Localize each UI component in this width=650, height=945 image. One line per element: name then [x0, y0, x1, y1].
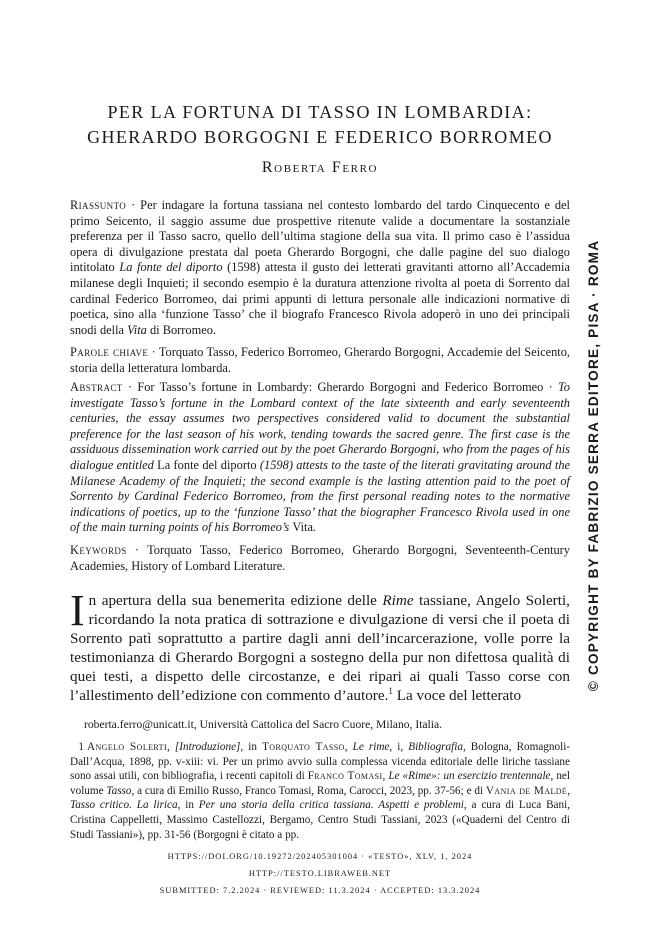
footer-submission-dates: SUBMITTED: 7.2.2024 · REVIEWED: 11.3.2024 · ACCEPTED: 13.3.2024: [159, 886, 481, 895]
riassunto-paragraph: [70, 198, 570, 338]
footnote-bibliografia: Bibliografia: [408, 741, 463, 753]
footnote-storia-critica: Per una storia della critica tassiana. Aspetti e problemi: [198, 799, 464, 812]
abstract-text-1: To investigate Tasso’s fortune in the Lombard context of the late sixteenth and early seventeenth centuries, the essay assumes two perspectives considered valid to document the substantial preference for the last season of his work, tending towards the sacred genre. The first case is the assiduous dissemination work carried out by the poet Gherardo Borgogni, who from the pages of his dialogue entitled: [70, 380, 570, 472]
riassunto-vita-title: Vita: [127, 322, 147, 337]
body-text-1: n apertura della sua benemerita edizione delle: [88, 592, 383, 609]
keywords-separator: ·: [126, 543, 148, 557]
copyright-text: © COPYRIGHT BY FABRIZIO SERRA EDITORE, PISA · ROMA: [586, 239, 602, 692]
abstract-label: Abstract: [70, 380, 123, 394]
riassunto-work-title: La fonte del diporto: [119, 260, 223, 275]
footnote-author-solerti: Angelo Solerti: [87, 741, 168, 753]
author-affiliation: roberta.ferro@unicatt.it, Università Cattolica del Sacro Cuore, Milano, Italia.: [84, 718, 443, 731]
abstract-text-3: .: [312, 520, 317, 535]
article-title-line-1: PER LA FORTUNA DI TASSO IN LOMBARDIA:: [107, 102, 533, 122]
riassunto-label: Riassunto: [70, 198, 127, 212]
author-name: Roberta Ferro: [261, 159, 379, 176]
article-title: [40, 100, 600, 150]
footnote-text: , a cura di Luca Bani, Cristina Cappelletti, Massimo Castellozzi, Bergamo, Centro Studi Tassiani, 2023 («Quaderni del Centro di Studi Tassiani»), pp. 31-56 (Borgogni è citato a pp.: [70, 799, 571, 841]
footer-doi[interactable]: HTTPS://DOI.ORG/10.19272/202405301004 · «TESTO», XLV, 1, 2024: [167, 852, 473, 861]
footnote-author-de-malde: Vania de Maldé: [485, 784, 568, 797]
footnote-tasso-volume: Tasso: [106, 784, 132, 797]
riassunto-text-3: di Borromeo.: [146, 322, 217, 337]
footnote-introduzione: [Introduzione]: [174, 741, 241, 753]
footnote-text: , nel volume: [70, 770, 571, 797]
abstract-work-title: La fonte del diporto: [157, 457, 257, 472]
footnote-text: ,: [382, 770, 389, 783]
parole-chiave-paragraph: [70, 345, 570, 376]
riassunto-text-2: (1598) attesta il gusto dei letterati gravitanti attorno all’Accademia milanese degli Inquieti; il secondo esempio è la duratura attenzione rivolta al poeta di Sorrento dal cardinal Federico Borromeo, dai primi appunti di lettura personale alle indicazioni normative di poetica, sino alla ‘funzione Tasso’ che il biografo Francesco Rivola adoperò in uno dei principali snodi della: [70, 260, 570, 337]
parole-chiave-separator: ·: [148, 345, 159, 359]
body-text-2: tassiane, Angelo Solerti, ricordando la nota pratica di sottrazione e divulgazione di versi che il poeta di Sorrento patì soprattutto a partire dagli anni dell’incarcerazione, volle porre la testimonianza di Gherardo Borgogni a sostegno della pur non difettosa qualità di quei testi, a dispetto delle circostanze, e dei ripari ai quali Tasso corse con l’allestimento dell’edizione con commento d’autore.: [70, 592, 570, 704]
footnote-text: ,: [344, 741, 353, 753]
drop-cap: I: [70, 586, 85, 635]
parole-chiave-label: Parole chiave: [70, 345, 149, 359]
footnote-le-rime: Le rime: [352, 741, 390, 753]
abstract-paragraph: [70, 380, 570, 536]
body-text-3: La voce del letterato: [392, 687, 522, 704]
footnote-tasso-critico: Tasso critico. La lirica: [70, 799, 178, 812]
footnote-text: , i,: [389, 741, 409, 753]
body-paragraph: [70, 586, 570, 705]
footnote-le-rime-esercizio: Le «Rime»: un esercizio trentennale: [388, 770, 551, 783]
keywords-paragraph: [70, 543, 570, 574]
footnote-text: ,: [167, 741, 175, 753]
abstract-text-2: (1598) attests to the taste of the literati gravitating around the Milanese Academy of the Inquieti; the second example is the lasting attention paid to the poet of Sorrento by Cardinal Federico Borromeo, from the first personal reading notes to the normative indications of poetics, up to the ‘funzione Tasso’ that the biographer Francesco Rivola used in one of the main turning points of his Borromeo’s: [70, 457, 571, 535]
keywords-text: Torquato Tasso, Federico Borromeo, Gherardo Borgogni, Seventeenth-Century Academies, History of Lombard Literature.: [70, 543, 570, 573]
footnote-text: , in: [177, 799, 199, 812]
footnote-text: , Bologna, Romagnoli-Dall’Acqua, 1898, pp. v-xiii: vi. Per un primo avvio sulla complessa vicenda editoriale delle liriche tassiane sono assai utili, con bibliografia, i recenti capitoli di: [70, 741, 571, 783]
footnote-reference[interactable]: 1: [388, 685, 393, 696]
article-title-line-2: GHERARDO BORGOGNI E FEDERICO BORROMEO: [87, 127, 553, 147]
footnote-text: , in: [240, 741, 263, 753]
copyright-notice: [583, 238, 605, 693]
footnote-text: , a cura di Emilio Russo, Franco Tomasi, Roma, Carocci, 2023, pp. 37-56; e di: [131, 784, 486, 797]
abstract-vita-title: Vita: [292, 520, 313, 535]
footnote-author-tomasi: Franco Tomasi: [307, 770, 383, 783]
footnote-author-tasso: Torquato Tasso: [262, 741, 345, 753]
riassunto-text-1: Per indagare la fortuna tassiana nel contesto lombardo del tardo Cinquecento e del primo Seicento, il saggio assume due prospettive ritenute valide a documentare la sostanziale preferenza per il Tasso sacro, quello dell’ultima stagione della sua vita. Il primo caso è l’assidua opera di divulgazione prestata dal poeta Gherardo Borgogni, che dalle pagine del suo dialogo intitolato: [70, 198, 570, 275]
body-rime-title: Rime: [382, 592, 414, 609]
footnote-1: [70, 740, 570, 842]
riassunto-separator: ·: [126, 198, 141, 212]
parole-chiave-text: Torquato Tasso, Federico Borromeo, Gherardo Borgogni, Accademie del Seicento, storia della letteratura lombarda.: [70, 345, 571, 375]
abstract-english-title: · For Tasso’s fortune in Lombardy: Gherardo Borgogni and Federico Borromeo ·: [122, 380, 559, 394]
keywords-label: Keywords: [70, 543, 127, 557]
footnote-number: 1: [78, 741, 84, 753]
footnote-text: ,: [567, 784, 571, 797]
footer-url[interactable]: HTTP://TESTO.LIBRAWEB.NET: [248, 869, 392, 878]
